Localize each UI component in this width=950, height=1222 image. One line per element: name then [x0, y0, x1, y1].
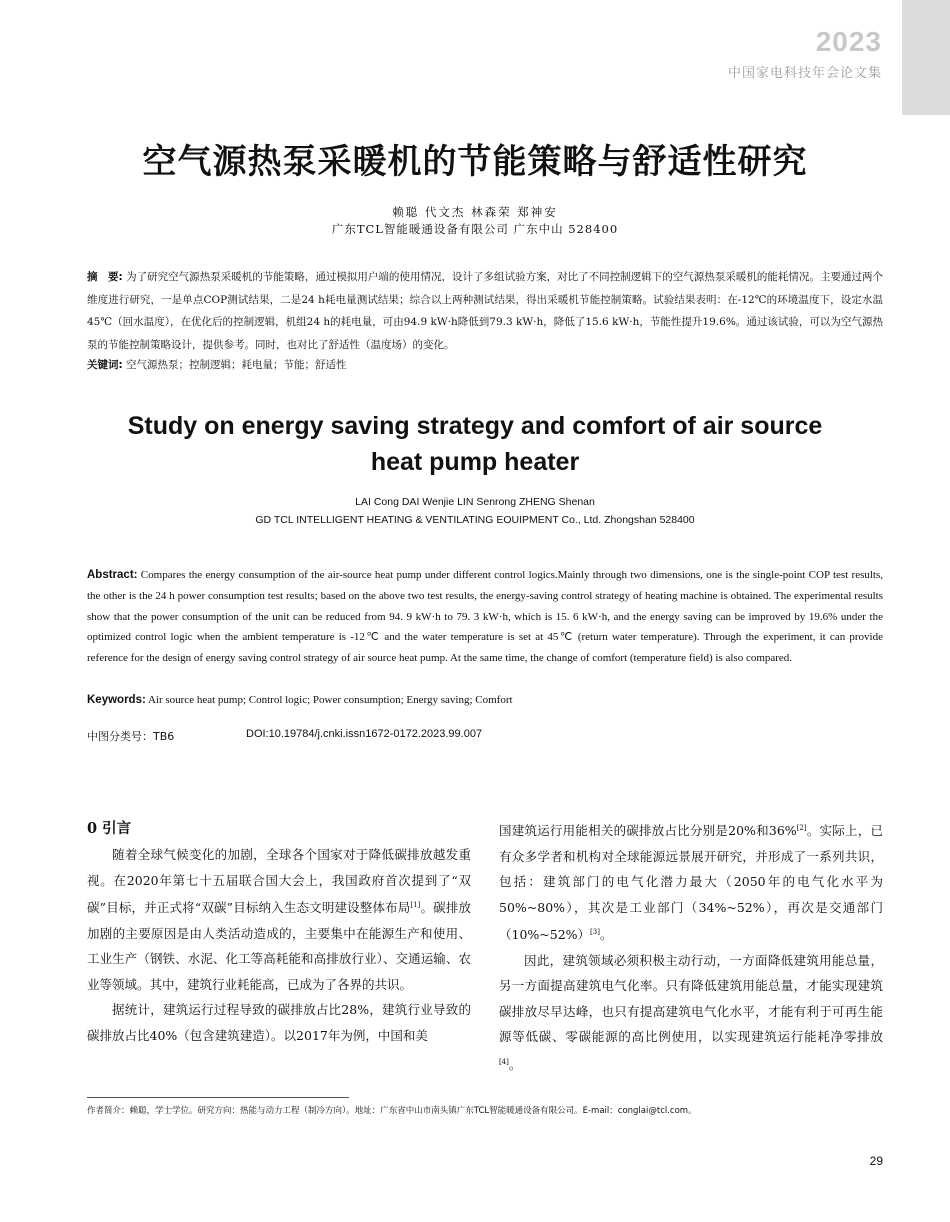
paper-title-en — [0, 408, 950, 480]
doi: DOI:10.19784/j.cnki.issn1672-0172.2023.99.007 — [246, 728, 483, 740]
body-text: 随着全球气候变化的加剧，全球各个国家对于降低碳排放越发重视。在2020年第七十五届联合国大会上，我国政府首次提到了“双碳”目标，并正式将“双碳”目标纳入生态文明建设整体布局 — [87, 847, 471, 916]
body-paragraph — [87, 842, 471, 997]
authors-en: LAI Cong DAI Wenjie LIN Senrong ZHENG Shenan — [355, 496, 595, 508]
header-series-title: 中国家电科技年会论文集 — [727, 66, 882, 81]
keywords-cn-label: 关键词: — [87, 359, 123, 371]
footnote-divider — [87, 1097, 349, 1098]
abstract-cn-label: 摘 要: — [87, 271, 123, 283]
citation-ref: [2] — [796, 824, 807, 832]
abstract-cn — [87, 266, 883, 356]
paper-title-en-line2: heat pump heater — [370, 448, 580, 476]
corner-decoration — [902, 0, 950, 115]
page-number: 29 — [869, 1154, 883, 1168]
abstract-cn-text: 为了研究空气源热泵采暖机的节能策略，通过模拟用户端的使用情况，设计了多组试验方案，对比了不同控制逻辑下的空气源热泵采暖机的能耗情况。主要通过两个维度进行研究，一是单点COP测试结果，二是24 h耗电量测试结果；综合以上两种测试结果，得出采暖机节能控制策略。试验结果表明：在-12℃的环境温度下，设定水温45℃（回水温度），在优化后的控制逻辑，机组24 h的耗电量，可由94.9 kW·h降低到79.3 kW·h，降低了15.6 kW·h，节能性提升19.6%。通过该试验，可以为空气源热泵的节能控制策略设计，提供参考。同时，也对比了舒适性（温度场）的变化。 — [87, 271, 884, 351]
authors-cn: 赖聪 代文杰 林森荣 郑神安 — [392, 205, 558, 219]
header-year: 2023 — [815, 26, 882, 57]
body-paragraph: 据统计，建筑运行过程导致的碳排放占比28%，建筑行业导致的碳排放占比40%（包含建筑建造）。以2017年为例，中国和美 — [87, 1002, 471, 1043]
body-right-column — [499, 816, 883, 1077]
abstract-en — [87, 565, 883, 669]
keywords-en-text: Air source heat pump; Control logic; Power consumption; Energy saving; Comfort — [147, 694, 513, 706]
paper-title-en-line1: Study on energy saving strategy and comfort of air source — [127, 412, 823, 440]
affiliation-cn: 广东TCL智能暖通设备有限公司 广东中山 528400 — [331, 222, 619, 236]
body-text: 。碳排放加剧的主要原因是由人类活动造成的，主要集中在能源生产和使用、工业生产（钢铁、水泥、化工等高耗能和高排放行业）、交通运输、农业等领域。其中，建筑行业耗能高，已成为了各界的共识。 — [87, 900, 471, 992]
clc-number: 中图分类号：TB6 — [87, 730, 175, 743]
abstract-en-text: Compares the energy consumption of the air-source heat pump under different control logics.Mainly through two dimensions, one is the single-point COP test results, the other is the 24 h power consumption test results; based on the above two test results, the energy-saving control strategy of heating machine is obtained. The experimental results show that the power consumption of the unit can be reduced from 94. 9 kW·h to 79. 3 kW·h, which is 15. 6 kW·h, and the energy saving can be improved by 19.6% under the optimized control logic when the ambient temperature is -12℃ and the water temperature is set at 45℃ (return water temperature). Through the experiment, it can provide reference for the design of energy saving control strategy of air source heat pump. At the same time, the change of comfort (temperature field) is also compared. — [87, 569, 884, 665]
body-text: 国建筑运行用能相关的碳排放占比分别是20%和36% — [499, 823, 797, 839]
citation-ref: [4] — [499, 1057, 509, 1066]
section-heading: 0 引言 — [87, 820, 132, 837]
body-text: 因此，建筑领域必须积极主动行动，一方面降低建筑用能总量，另一方面提高建筑电气化率。只有降低建筑用能总量，才能实现建筑碳排放尽早达峰，也只有提高建筑电气化水平，才能有利于可再生能源等低碳、零碳能源的高比例使用，以实现建筑运行能耗净零排放 — [499, 952, 883, 1045]
keywords-cn — [87, 354, 883, 377]
abstract-en-label: Abstract: — [87, 569, 138, 581]
body-text: 。实际上，已有众多学者和机构对全球能源远景展开研究，并形成了一系列共识，包括：建筑部门的电气化潜力最大（2050年的电气化水平为50%~80%），其次是工业部门（34%~52%），再次是交通部门（10%~52%） — [499, 823, 883, 943]
body-left-column — [87, 816, 471, 1048]
author-footnote: 作者简介：赖聪，学士学位。研究方向：热能与动力工程（制冷方向）。地址：广东省中山市南头镇广东TCL智能暖通设备有限公司。E-mail：conglai@tcl.com。 — [87, 1106, 697, 1116]
affiliation-en: GD TCL INTELLIGENT HEATING & VENTILATING EOUIPMENT Co., Ltd. Zhongshan 528400 — [255, 514, 695, 526]
citation-ref: [3] — [590, 928, 600, 937]
keywords-en-label: Keywords: — [87, 694, 146, 706]
body-paragraph — [499, 816, 883, 948]
citation-ref: [1] — [410, 901, 421, 909]
body-paragraph — [499, 948, 883, 1078]
body-text: 。 — [599, 927, 613, 943]
keywords-en — [87, 690, 883, 710]
body-text: 。 — [508, 1056, 522, 1072]
keywords-cn-text: 空气源热泵；控制逻辑；耗电量；节能；舒适性 — [126, 359, 347, 371]
paper-title-cn: 空气源热泵采暖机的节能策略与舒适性研究 — [142, 142, 808, 182]
